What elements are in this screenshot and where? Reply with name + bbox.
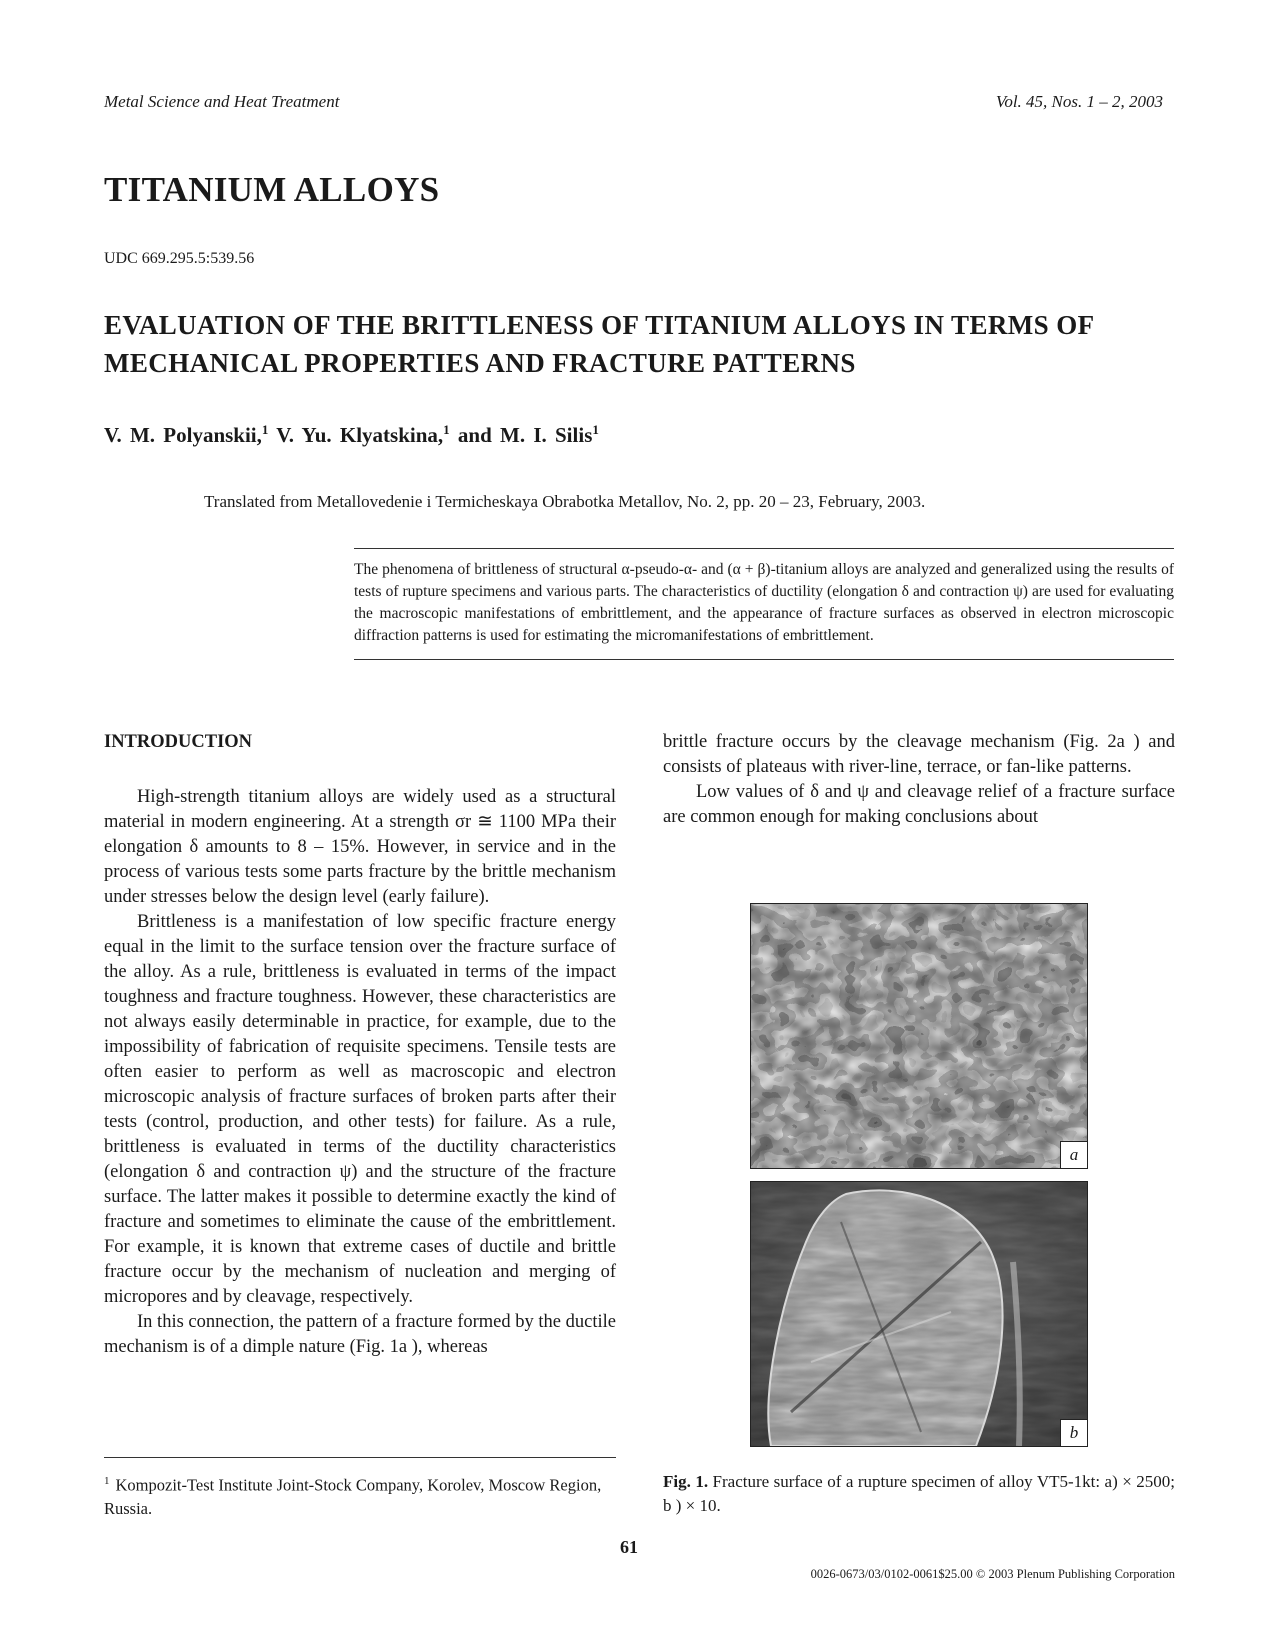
volume-info: Vol. 45, Nos. 1 – 2, 2003 (995, 92, 1163, 111)
figure-caption (663, 1470, 1175, 1518)
page-number: 61 (620, 1537, 638, 1557)
author-name: V. Yu. Klyatskina, (276, 423, 444, 447)
footnote-divider (104, 1457, 616, 1458)
footnote-mark: 1 (104, 1475, 110, 1487)
dimple-fracture-micrograph (751, 904, 1087, 1168)
caption-label: Fig. 1. (663, 1472, 709, 1491)
paragraph: Low values of δ and ψ and cleavage relief of a fracture surface are common enough for making conclusions about (663, 782, 1175, 827)
udc-code: UDC 669.295.5:539.56 (104, 250, 255, 267)
footnote (104, 1470, 616, 1520)
paragraph: Brittleness is a manifestation of low specific fracture energy equal in the limit to the surface tension over the fracture surface of the alloy. As a rule, brittleness is evaluated in terms of the impact toughness and fracture toughness. However, these characteristics are not always easily determinable in practice, for example, due to the impossibility of fabrication of requisite specimens. Tensile tests are often easier to perform as well as macroscopic and electron microscopic analysis of fracture surfaces of broken parts after their tests (control, production, and other tests) for failure. As a rule, brittleness is evaluated in terms of the ductility characteristics (elongation δ and contraction ψ) and the structure of the fracture surface. The latter makes it possible to determine exactly the kind of fracture and sometimes to eliminate the cause of the embrittlement. For example, it is known that extreme cases of ductile and brittle fracture occur by the mechanism of nucleation and merging of micropores and by cleavage, respectively. (104, 912, 616, 1307)
panel-label-b: b (1060, 1419, 1087, 1446)
paragraph: High-strength titanium alloys are widely used as a structural material in modern engineering. At a strength σr ≅ 1100 MPa their elongation δ amounts to 8 – 15%. However, in service and in the process of various tests some parts fracture by the brittle mechanism under stresses below the design level (early failure). (104, 787, 616, 907)
article-title: EVALUATION OF THE BRITTLENESS OF TITANIUM ALLOYS IN TERMS OF MECHANICAL PROPERTIES AND FRACTURE PATTERNS (104, 310, 1094, 378)
introduction-heading: INTRODUCTION (104, 732, 253, 752)
section-title: TITANIUM ALLOYS (104, 170, 440, 209)
paragraph: In this connection, the pattern of a fracture formed by the ductile mechanism is of a dimple nature (Fig. 1a ), whereas (104, 1312, 616, 1357)
author-list (104, 422, 599, 448)
affiliation-mark: 1 (261, 422, 269, 437)
figure-panel-a (750, 903, 1088, 1169)
caption-text: Fracture surface of a rupture specimen of alloy VT5-1kt: a) × 2500; b ) × 10. (663, 1472, 1176, 1515)
copyright-line: 0026-0673/03/0102-0061$25.00 © 2003 Plenum Publishing Corporation (810, 1567, 1175, 1581)
abstract: The phenomena of brittleness of structural α-pseudo-α- and (α + β)-titanium alloys are analyzed and generalized using the results of tests of rupture specimens and various parts. The characteristics of ductility (elongation δ and contraction ψ) are used for evaluating the macroscopic manifestations of embrittlement, and the appearance of fracture surfaces as observed in electron microscopic diffraction patterns is used for estimating the micromanifestations of embrittlement. (354, 548, 1174, 660)
left-column (104, 730, 616, 1360)
panel-label-a: a (1060, 1141, 1087, 1168)
author-name: and M. I. Silis (457, 423, 593, 447)
fracture-surface-photo (751, 1182, 1087, 1446)
figure-1 (750, 903, 1088, 1447)
footnote-text: Kompozit-Test Institute Joint-Stock Company, Korolev, Moscow Region, Russia. (104, 1475, 602, 1518)
journal-name: Metal Science and Heat Treatment (104, 92, 340, 111)
translation-note: Translated from Metallovedenie i Termicheskaya Obrabotka Metallov, No. 2, pp. 20 – 23, February, 2003. (204, 492, 926, 511)
author-name: V. M. Polyanskii, (104, 423, 262, 447)
right-column (663, 730, 1175, 830)
figure-panel-b (750, 1181, 1088, 1447)
affiliation-mark: 1 (592, 422, 599, 437)
affiliation-mark: 1 (443, 422, 450, 437)
paragraph: brittle fracture occurs by the cleavage mechanism (Fig. 2a ) and consists of plateaus with river-line, terrace, or fan-like patterns. (663, 732, 1175, 777)
